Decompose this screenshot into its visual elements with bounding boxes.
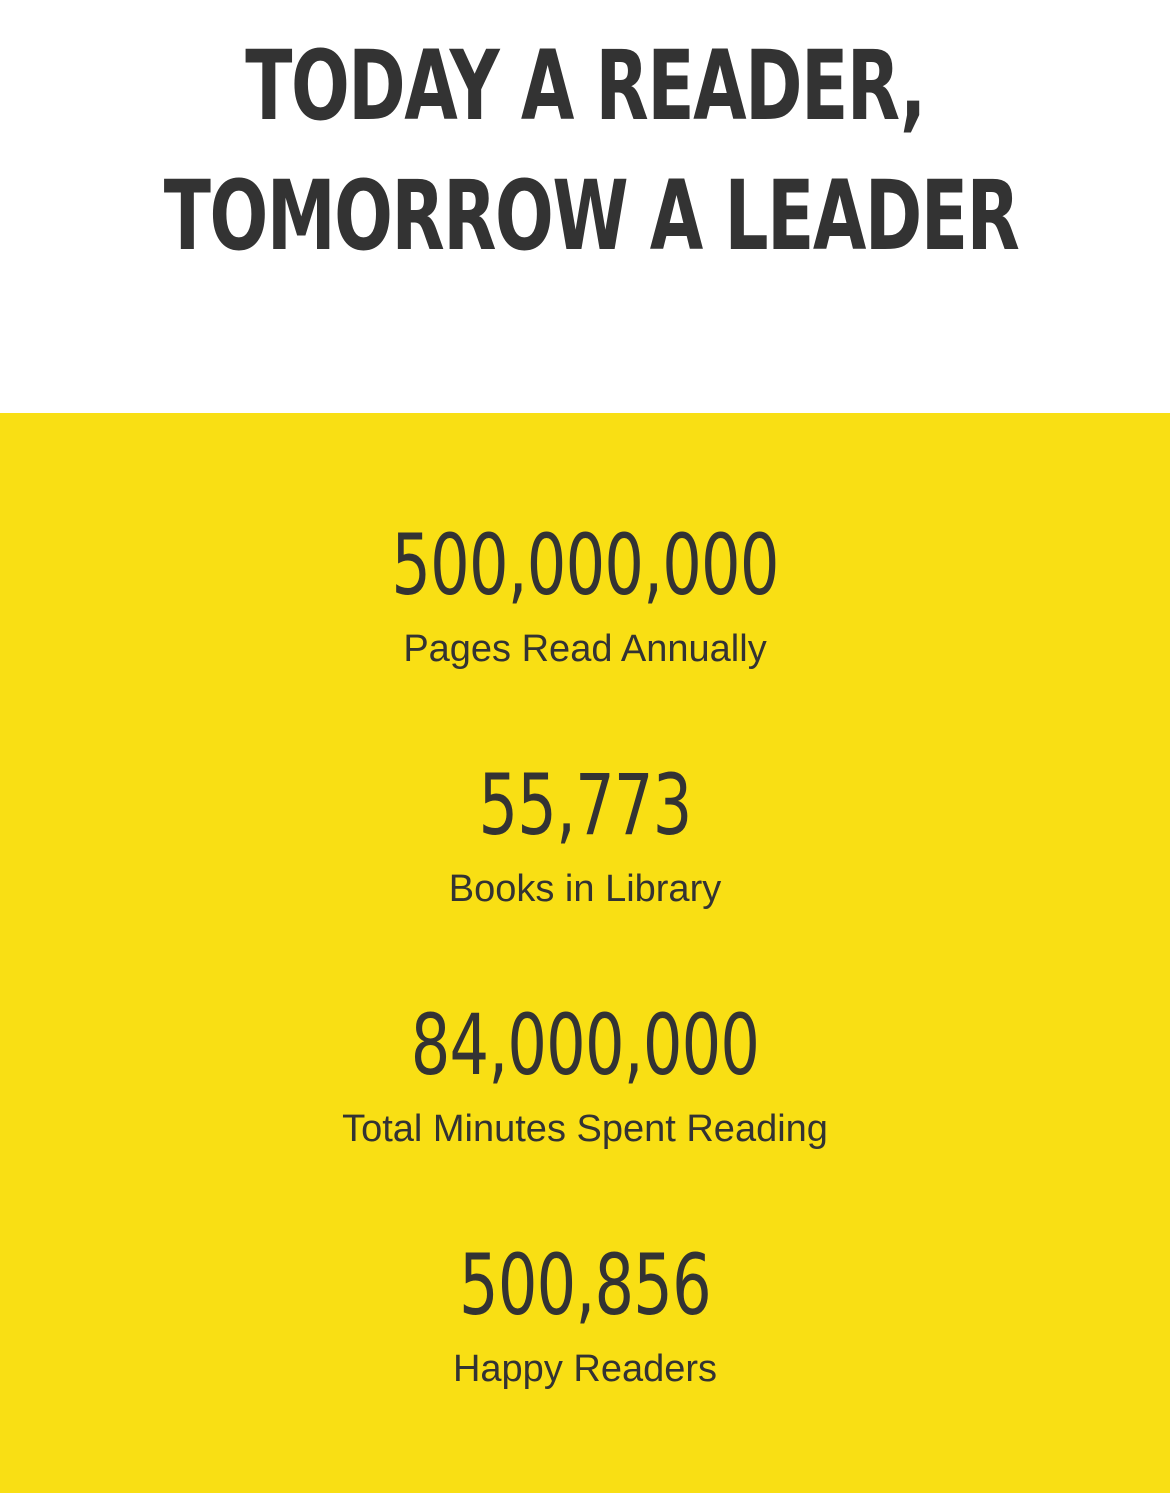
stat-value: 500,000,000 <box>391 516 779 614</box>
hero-section <box>0 0 1170 413</box>
stat-pages-read <box>0 516 1170 671</box>
stats-section <box>0 413 1170 1493</box>
stat-label: Happy Readers <box>452 1348 718 1390</box>
stat-happy-readers <box>0 1236 1170 1391</box>
stat-value: 84,000,000 <box>410 996 760 1094</box>
stat-value: 55,773 <box>478 756 692 854</box>
page-bottom-edge <box>0 1493 1170 1507</box>
stat-minutes-reading <box>0 996 1170 1151</box>
stat-label: Pages Read Annually <box>403 628 767 670</box>
stat-value: 500,856 <box>459 1236 711 1334</box>
stat-label: Total Minutes Spent Reading <box>342 1108 828 1150</box>
stat-label: Books in Library <box>448 868 722 910</box>
stat-books-in-library <box>0 756 1170 911</box>
hero-title-line-2: TOMORROW A LEADER <box>163 160 1019 272</box>
hero-title-line-1: TODAY A READER, <box>245 30 925 142</box>
